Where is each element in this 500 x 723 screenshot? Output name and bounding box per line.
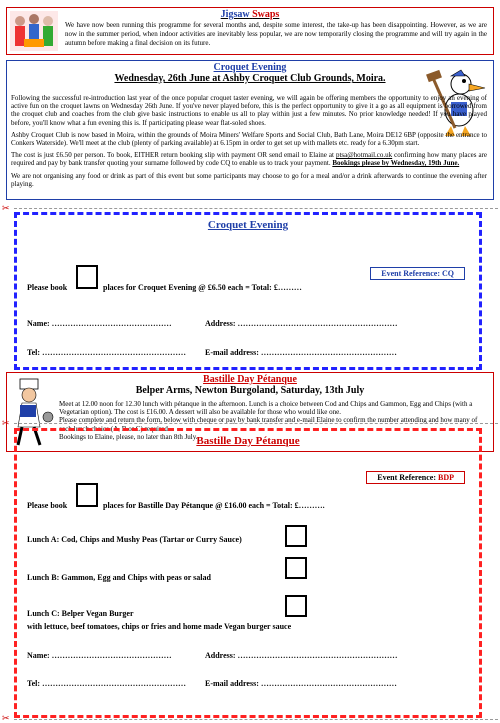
croquet-para-2: Ashby Croquet Club is now based in Moira, within the grounds of Moira Miners' Welfare Sports and Social Club, Bath Lane, Moira DE12 6BP (opposite the entrance to Conkers Waterside). We'll meet at the club (plenty of parking available) at 6.15pm in order to get set up with mallets etc. ready for a 6.30pm start. xyxy=(11,130,487,148)
croquet-para-3: The cost is just £6.50 per person. To book, EITHER return booking slip with payment OR send email to Elaine at ptsa@hotmail.co.uk confirming how many places are required and pay by bank transfer quoting your surname followed by code CQ to enable us to track your payment. Bookings please by Wednesday, 19th June. xyxy=(11,151,487,168)
croquet-email-field[interactable]: E-mail address: …………………………………………… xyxy=(205,348,397,357)
bastille-book-label: Please book xyxy=(27,501,68,510)
croquet-para-1: Following the successful re-introduction last year of the once popular croquet taster evening, we will again be offering members the opportunity to enjoy an evening of active fun on the croquet lawns on Wednesday 26th June. If you've never played before, this is the perfect opportunity to give it a go as all equipment is borrowed from the croquet club and coaches from the club give basic instructions to enable us all to play within just a few minutes. No prior knowledge needed! If you have played before, you'll know what a fun evening this is. If participating please wear flat-soled shoes. xyxy=(11,94,487,127)
bastille-title: Bastille Day Pétanque xyxy=(203,374,297,385)
bastille-book-text: places for Bastille Day Pétanque @ £16.00 each = Total: £………. xyxy=(103,501,325,510)
lunch-c-box[interactable] xyxy=(285,595,307,617)
scissors-icon: ✂ xyxy=(2,713,10,723)
croquet-booking-form xyxy=(14,212,482,370)
lunch-c-label: Lunch C: Belper Vegan Burger xyxy=(27,609,134,618)
lunch-b-label: Lunch B: Gammon, Egg and Chips with peas or salad xyxy=(27,573,211,582)
bastille-line-3: Bookings to Elaine, please, no later than 8th July. xyxy=(59,432,198,441)
bastille-tel-field[interactable]: Tel: ……………………………………………… xyxy=(27,679,187,688)
bastille-address-field[interactable]: Address: …………………………………………………… xyxy=(205,651,398,660)
lunch-a-label: Lunch A: Cod, Chips and Mushy Peas (Tartar or Curry Sauce) xyxy=(27,535,242,544)
cut-line xyxy=(14,719,498,720)
croquet-subtitle: Wednesday, 26th June at Ashby Croquet Club Grounds, Moira. xyxy=(114,73,386,84)
croquet-body xyxy=(11,94,487,192)
bastille-name-field[interactable]: Name: ……………………………………… xyxy=(27,651,172,660)
cut-line xyxy=(14,423,498,424)
croquet-event-reference: Event Reference: CQ xyxy=(370,267,465,280)
croquet-form-title: Croquet Evening xyxy=(207,219,289,231)
bastille-line-1: Meet at 12.00 noon for 12.30 lunch with pétanque in the afternoon. Lunch is a choice between Cod and Chips and Gammon, Egg and Chips (with a Vegetarian option). The cost is £16.00. A dessert will also be available for those who would like one. xyxy=(59,400,473,417)
bastille-form-title: Bastille Day Pétanque xyxy=(196,435,300,447)
croquet-info-section xyxy=(6,60,494,200)
bastille-subtitle: Belper Arms, Newton Burgoland, Saturday, 13th July xyxy=(135,385,365,396)
lunch-a-box[interactable] xyxy=(285,525,307,547)
croquet-book-label: Please book xyxy=(27,283,68,292)
croquet-book-text: places for Croquet Evening @ £6.50 each = Total: £……… xyxy=(103,283,302,292)
bastille-line-2: Please complete and return the form, below with cheque or pay by bank transfer and e-mail Elaine to confirm the number attending and how many of each lunch choice (A, B or C) required. xyxy=(59,416,478,433)
bastille-event-reference: Event Reference: BDP xyxy=(366,471,465,484)
lunch-c-description: with lettuce, beef tomatoes, chips or fries and home made Vegan burger sauce xyxy=(27,622,292,631)
croquet-address-field[interactable]: Address: …………………………………………………… xyxy=(205,319,398,328)
scissors-icon: ✂ xyxy=(2,203,10,213)
croquet-tel-field[interactable]: Tel: ……………………………………………… xyxy=(27,348,187,357)
jigsaw-swaps-section xyxy=(6,7,494,55)
jigsaw-title: Jigsaw Swaps xyxy=(220,9,280,20)
croquet-title: Croquet Evening xyxy=(213,62,287,73)
croquet-email-link[interactable]: ptsa@hotmail.co.uk xyxy=(335,151,393,160)
bastille-places-box[interactable] xyxy=(76,483,98,507)
lunch-b-box[interactable] xyxy=(285,557,307,579)
jigsaw-text: We have now been running this programme for several months and, despite some interest, the take-up has been disappointing. However, as we are now in the summer period, when indoor activities are inevitably less popular, we are now temporarily closing the programme and will try again in the autumn before making a final decision on its future. xyxy=(65,21,487,47)
croquet-places-box[interactable] xyxy=(76,265,98,289)
bastille-booking-form xyxy=(14,428,482,718)
croquet-para-4: We are not organising any food or drink as part of this event but some participants may choose to go for a meal and/or a drink afterwards to continue the evening after playing. xyxy=(11,171,487,188)
croquet-name-field[interactable]: Name: ……………………………………… xyxy=(27,319,172,328)
scissors-icon: ✂ xyxy=(2,418,10,428)
bastille-email-field[interactable]: E-mail address: …………………………………………… xyxy=(205,679,397,688)
cut-line xyxy=(14,208,498,209)
